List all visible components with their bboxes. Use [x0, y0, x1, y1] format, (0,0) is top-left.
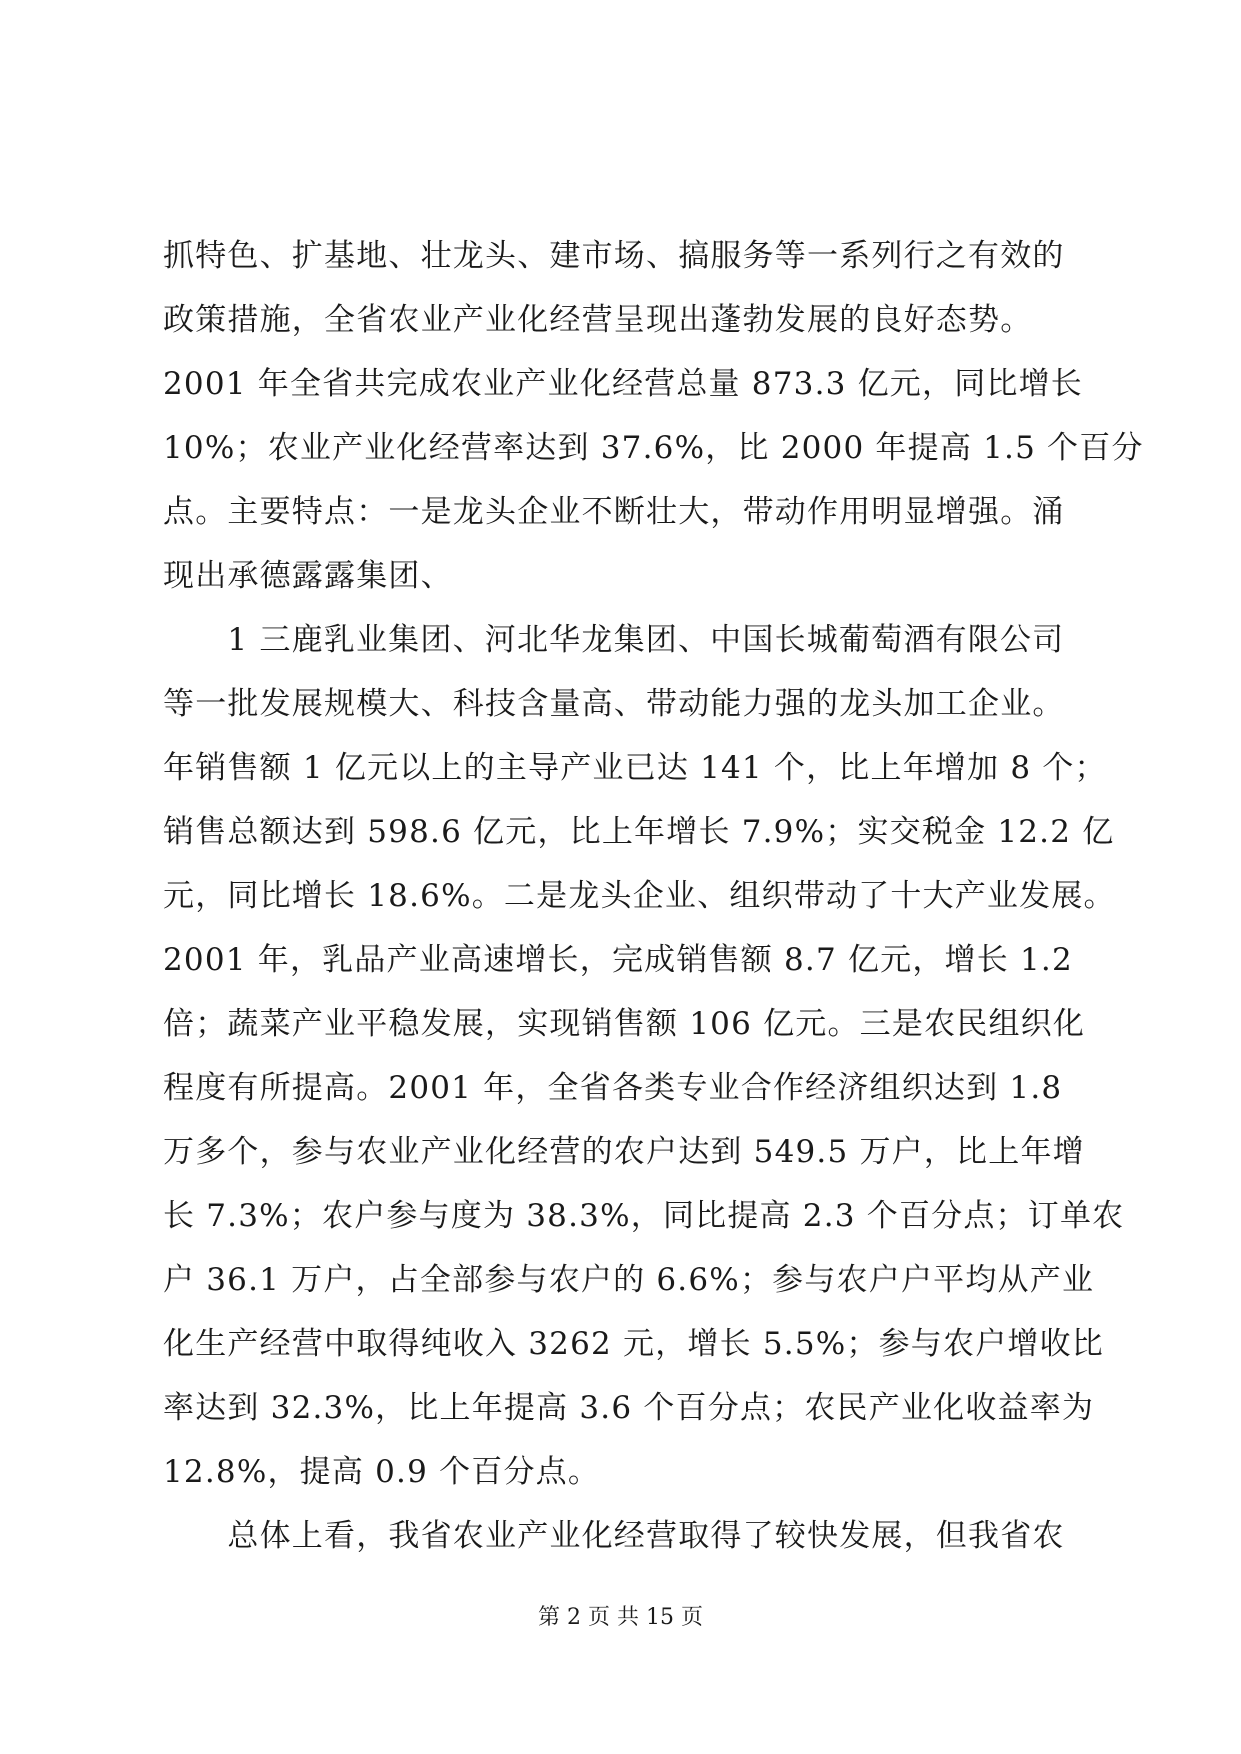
text-line: 10%；农业产业化经营率达到 37.6%，比 2000 年提高 1.5 个百分	[163, 430, 1144, 466]
text-line: 12.8%，提高 0.9 个百分点。	[163, 1454, 601, 1490]
text-line: 现出承德露露集团、	[163, 558, 453, 594]
text-line: 程度有所提高。2001 年，全省各类专业合作经济组织达到 1.8	[163, 1070, 1063, 1106]
text-line: 化生产经营中取得纯收入 3262 元，增长 5.5%；参与农户增收比	[163, 1326, 1105, 1362]
text-line: 1 三鹿乳业集团、河北华龙集团、中国长城葡萄酒有限公司	[163, 622, 1065, 658]
text-line: 销售总额达到 598.6 亿元，比上年增长 7.9%；实交税金 12.2 亿	[163, 814, 1115, 850]
body-text	[163, 232, 1144, 1576]
text-line: 户 36.1 万户，占全部参与农户的 6.6%；参与农户户平均从产业	[163, 1262, 1095, 1298]
text-line: 率达到 32.3%，比上年提高 3.6 个百分点；农民产业化收益率为	[163, 1390, 1095, 1426]
text-line: 抓特色、扩基地、壮龙头、建市场、搞服务等一系列行之有效的	[163, 238, 1065, 274]
text-line: 点。主要特点：一是龙头企业不断壮大，带动作用明显增强。涌	[163, 494, 1065, 530]
text-line: 政策措施，全省农业产业化经营呈现出蓬勃发展的良好态势。	[163, 302, 1033, 338]
text-line: 年销售额 1 亿元以上的主导产业已达 141 个，比上年增加 8 个；	[163, 750, 1107, 786]
text-line: 总体上看，我省农业产业化经营取得了较快发展，但我省农	[163, 1518, 1065, 1554]
page-footer: 第 2 页 共 15 页	[538, 1605, 703, 1630]
text-line: 元，同比增长 18.6%。二是龙头企业、组织带动了十大产业发展。	[163, 878, 1116, 914]
text-line: 等一批发展规模大、科技含量高、带动能力强的龙头加工企业。	[163, 686, 1065, 722]
text-line: 2001 年，乳品产业高速增长，完成销售额 8.7 亿元，增长 1.2	[163, 942, 1073, 978]
text-line: 长 7.3%；农户参与度为 38.3%，同比提高 2.3 个百分点；订单农	[163, 1198, 1125, 1234]
text-line: 2001 年全省共完成农业产业化经营总量 873.3 亿元，同比增长	[163, 366, 1083, 402]
text-line: 万多个，参与农业产业化经营的农户达到 549.5 万户，比上年增	[163, 1134, 1085, 1170]
text-line: 倍；蔬菜产业平稳发展，实现销售额 106 亿元。三是农民组织化	[163, 1006, 1086, 1042]
